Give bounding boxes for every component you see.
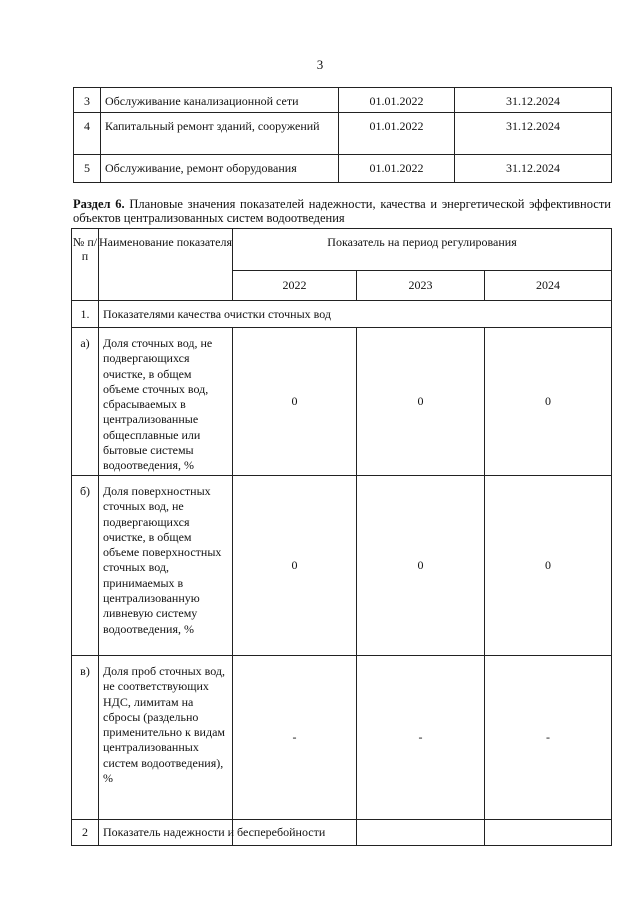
start-date: 01.01.2022 — [339, 88, 455, 113]
work-name: Обслуживание канализационной сети — [101, 88, 339, 113]
value-2023: 0 — [357, 476, 485, 656]
value-2023: 0 — [357, 328, 485, 476]
value-2024: 0 — [485, 328, 612, 476]
header-year-2023: 2023 — [357, 271, 485, 301]
group-row — [72, 301, 612, 328]
header-year-2022: 2022 — [233, 271, 357, 301]
row-number: в) — [72, 656, 99, 820]
value-2022: 0 — [233, 476, 357, 656]
page-number: 3 — [316, 57, 324, 72]
table-row — [74, 88, 612, 113]
table-row — [74, 155, 612, 183]
group-number: 2 — [72, 820, 99, 846]
value-2023: - — [357, 656, 485, 820]
group-number: 1. — [72, 301, 99, 328]
header-year-2024: 2024 — [485, 271, 612, 301]
table-header-row — [72, 229, 612, 271]
group-title: Показателями качества очистки сточных вод — [99, 301, 612, 328]
group-title: Показатель надежности и бесперебойности — [99, 820, 233, 846]
value-2022: 0 — [233, 328, 357, 476]
work-name: Капитальный ремонт зданий, сооружений — [101, 113, 339, 155]
section-label: Раздел 6. — [73, 197, 125, 211]
row-number: 5 — [74, 155, 101, 183]
indicators-table — [71, 228, 612, 846]
row-number: б) — [72, 476, 99, 656]
table-row — [72, 656, 612, 820]
indicator-name: Доля поверхностных сточных вод, не подвергающихся очистке, в общем объеме поверхностных сточных вод, принимаемых в централизованную ливневую систему водоотведения, % — [99, 476, 233, 656]
value-2024: - — [485, 656, 612, 820]
works-table — [73, 87, 612, 183]
empty-cell — [485, 820, 612, 846]
header-indicator-name: Наименование показателя — [99, 229, 233, 301]
indicator-name: Доля сточных вод, не подвергающихся очистке, в общем объеме сточных вод, сбрасываемых в централизованные общесплавные или бытовые системы водоотведения, % — [99, 328, 233, 476]
value-2024: 0 — [485, 476, 612, 656]
group-row — [72, 820, 612, 846]
work-name: Обслуживание, ремонт оборудования — [101, 155, 339, 183]
table-row — [72, 476, 612, 656]
row-number: 3 — [74, 88, 101, 113]
row-number: а) — [72, 328, 99, 476]
row-number: 4 — [74, 113, 101, 155]
value-2022: - — [233, 656, 357, 820]
start-date: 01.01.2022 — [339, 155, 455, 183]
table-row — [74, 113, 612, 155]
end-date: 31.12.2024 — [455, 155, 612, 183]
section-title: Плановые значения показателей надежности, качества и энергетической эффективности объектов централизованных систем водоотведения — [73, 197, 611, 225]
indicator-name: Доля проб сточных вод, не соответствующих НДС, лимитам на сбросы (раздельно применительно к видам централизованных систем водоотведения), % — [99, 656, 233, 820]
header-period: Показатель на период регулирования — [233, 229, 612, 271]
end-date: 31.12.2024 — [455, 88, 612, 113]
end-date: 31.12.2024 — [455, 113, 612, 155]
start-date: 01.01.2022 — [339, 113, 455, 155]
section-heading — [73, 197, 611, 225]
header-number: № п/п — [72, 229, 99, 301]
table-row — [72, 328, 612, 476]
empty-cell — [357, 820, 485, 846]
